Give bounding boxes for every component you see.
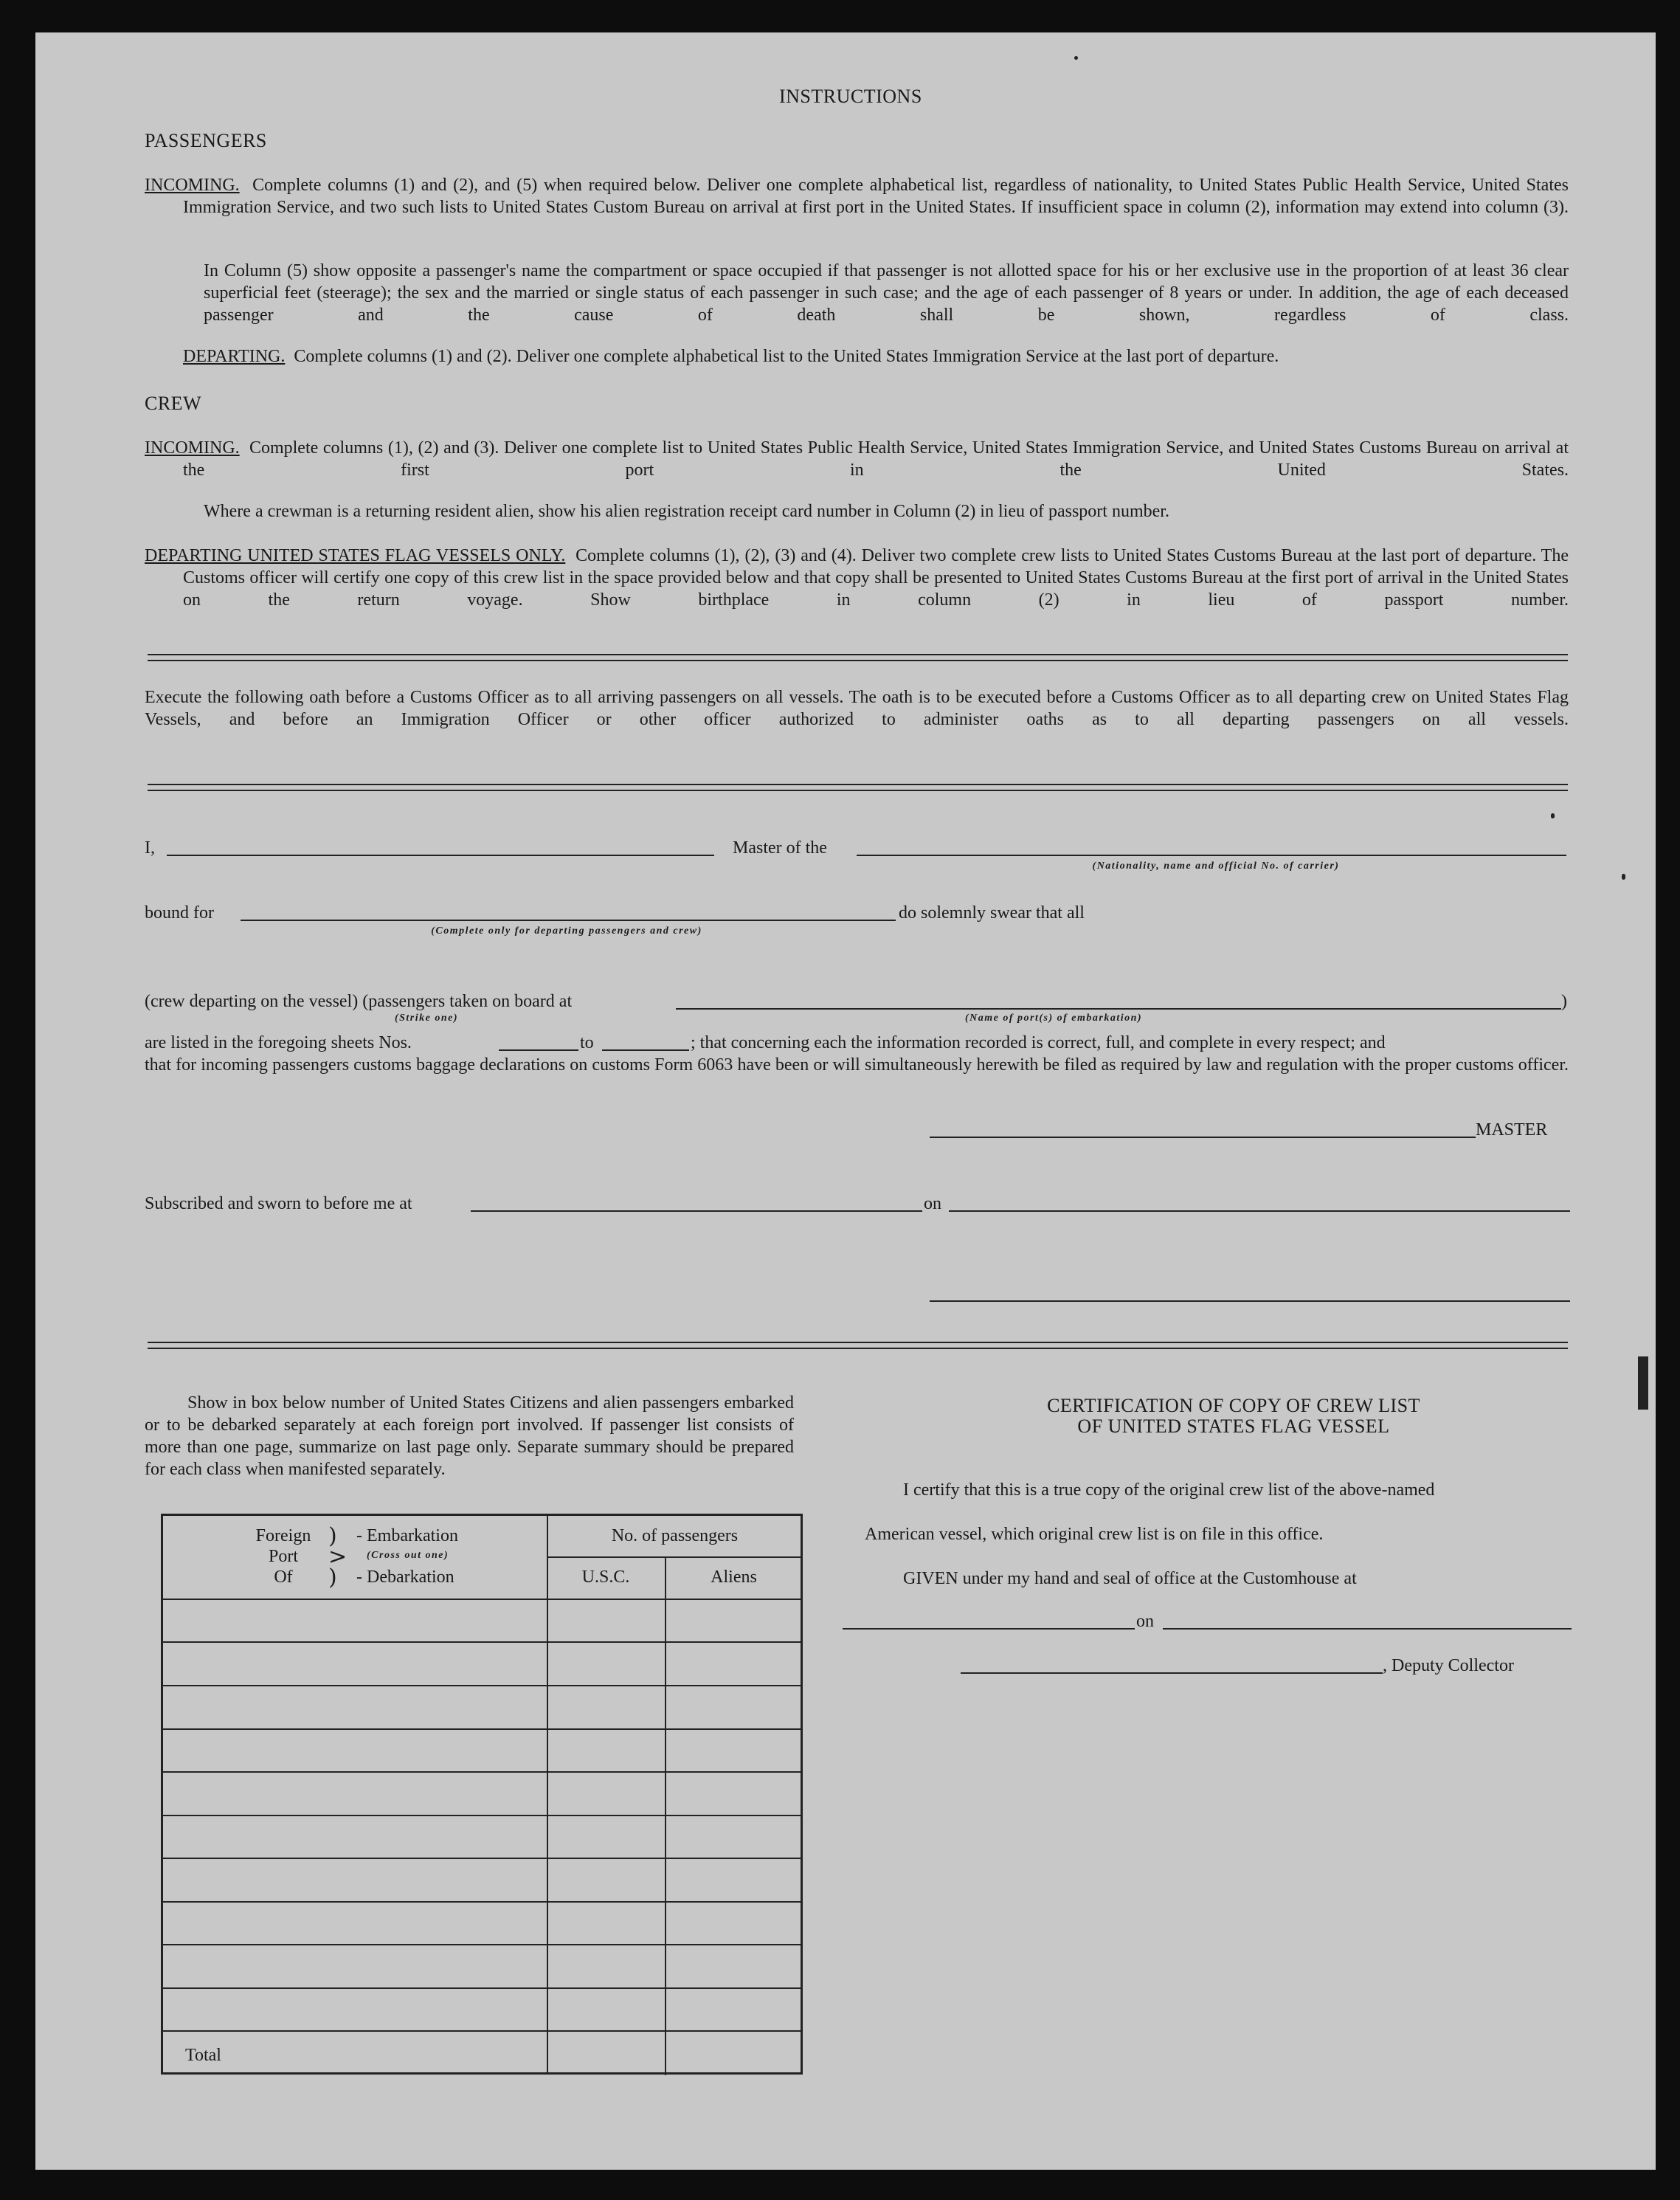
crew-departing-paragraph bbox=[145, 545, 1569, 633]
closing-paren: ) bbox=[1561, 992, 1567, 1011]
bound-for-label: bound for bbox=[145, 903, 214, 923]
sheet-to-field[interactable] bbox=[602, 1049, 689, 1051]
section-divider bbox=[148, 784, 1568, 791]
form-page bbox=[35, 32, 1656, 2170]
binder-mark bbox=[1638, 1356, 1648, 1410]
usc-header: U.S.C. bbox=[581, 1568, 630, 1587]
certification-title-line2: OF UNITED STATES FLAG VESSEL bbox=[1077, 1415, 1390, 1437]
subscribed-label: Subscribed and sworn to before me at bbox=[145, 1194, 412, 1213]
certification-title-line1: CERTIFICATION OF COPY OF CREW LIST bbox=[1047, 1395, 1420, 1416]
master-label: MASTER bbox=[1476, 1120, 1548, 1139]
port-label: Port bbox=[268, 1547, 298, 1566]
of-label: Of bbox=[274, 1568, 293, 1587]
complete-only-caption: (Complete only for departing passengers and crew) bbox=[431, 925, 702, 937]
brace-bottom-icon: ) bbox=[328, 1565, 337, 1590]
certification-on-label: on bbox=[1136, 1612, 1154, 1631]
summary-instructions bbox=[145, 1392, 794, 1480]
brace-mid-icon: > bbox=[328, 1544, 348, 1570]
passengers-departing-label: DEPARTING. bbox=[183, 347, 286, 366]
crew-incoming-label: INCOMING. bbox=[145, 438, 240, 458]
bound-for-field[interactable] bbox=[241, 920, 896, 921]
instructions-title: INSTRUCTIONS bbox=[779, 86, 922, 107]
aliens-header: Aliens bbox=[711, 1568, 757, 1587]
passengers-departing-paragraph bbox=[183, 345, 1569, 368]
i-label: I, bbox=[145, 838, 155, 858]
swear-label: do solemnly swear that all bbox=[899, 903, 1085, 923]
nationality-caption: (Nationality, name and official No. of carrier) bbox=[1092, 861, 1340, 872]
given-text: GIVEN under my hand and seal of office at the Customhouse at bbox=[903, 1569, 1357, 1588]
listed-suffix: ; that concerning each the information recorded is correct, full, and complete in every respect; and bbox=[691, 1033, 1386, 1052]
sworn-date-field[interactable] bbox=[949, 1210, 1570, 1212]
certify-text: I certify that this is a true copy of the original crew list of the above-named bbox=[903, 1480, 1435, 1500]
port-caption: (Name of port(s) of embarkation) bbox=[964, 1013, 1143, 1024]
embarkation-port-field[interactable] bbox=[676, 1008, 1561, 1010]
scan-speck bbox=[1622, 874, 1625, 880]
passenger-summary-table bbox=[161, 1514, 803, 2075]
crew-heading: CREW bbox=[145, 393, 202, 414]
crew-incoming-paragraph bbox=[145, 437, 1569, 503]
section-divider bbox=[148, 1342, 1568, 1349]
debarkation-label: - Debarkation bbox=[356, 1568, 454, 1587]
carrier-field[interactable] bbox=[857, 855, 1566, 856]
on-label: on bbox=[924, 1194, 941, 1213]
deputy-collector-label: , Deputy Collector bbox=[1383, 1656, 1514, 1675]
no-of-passengers-header: No. of passengers bbox=[611, 1526, 739, 1545]
listed-rest-paragraph: that for incoming passengers customs baggage declarations on customs Form 6063 have been or will simultaneously herewith be filed as required by law and regulation with the proper customs officer. bbox=[145, 1055, 1569, 1075]
passengers-incoming-text: Complete columns (1) and (2), and (5) when required below. Deliver one complete alphabetical list, regardless of nationality, to United States Public Health Service, United States Immigration Service, and two such lists to United States Custom Bureau on arrival at first port in the United States. If insufficient space in column (2), information may extend into column (3). bbox=[183, 176, 1569, 217]
cross-out-caption: (Cross out one) bbox=[367, 1550, 449, 1561]
passengers-column5-paragraph: In Column (5) show opposite a passenger's name the compartment or space occupied if that passenger is not allotted space for his or her exclusive use in the proportion of at least 36 clear superficial feet (steerage); the sex and the married or single status of each passenger in such case; and the age of each passenger of 8 years or under. In addition, the age of each deceased passenger and the cause of death shall be shown, regardless of class. bbox=[204, 261, 1569, 325]
passengers-heading: PASSENGERS bbox=[145, 130, 267, 151]
passengers-incoming-label: INCOMING. bbox=[145, 176, 240, 195]
passengers-departing-text: Complete columns (1) and (2). Deliver one complete alphabetical list to the United States Immigration Service at the last port of departure. bbox=[294, 347, 1279, 366]
oath-intro-paragraph: Execute the following oath before a Customs Officer as to all arriving passengers on all vessels. The oath is to be executed before a Customs Officer as to all departing crew on United States Flag Vessels, and before an Immigration Officer or other officer authorized to administer oaths as to all departing passengers on all vessels. bbox=[145, 688, 1569, 729]
sworn-place-field[interactable] bbox=[471, 1210, 922, 1212]
customhouse-field[interactable] bbox=[843, 1628, 1135, 1630]
crew-incoming-text: Complete columns (1), (2) and (3). Deliver one complete list to United States Public Health Service, United States Immigration Service, and United States Customs Bureau on arrival at the first port in the United States. bbox=[183, 438, 1569, 480]
embarkation-label: - Embarkation bbox=[356, 1526, 458, 1545]
foreign-label: Foreign bbox=[255, 1526, 311, 1545]
crew-departing-text: Complete columns (1), (2), (3) and (4). Deliver two complete crew lists to United States Customs Bureau at the last port of departure. The Customs officer will certify one copy of this crew list in the space provided below and that copy shall be presented to United States Customs Bureau at the first port of arrival in the United States on the return voyage. Show birthplace in column (2) in lieu of passport number. bbox=[183, 546, 1569, 610]
certification-date-field[interactable] bbox=[1163, 1628, 1572, 1630]
scan-speck bbox=[1074, 56, 1078, 60]
total-label: Total bbox=[185, 2046, 221, 2065]
strike-one-caption: (Strike one) bbox=[394, 1013, 459, 1024]
summary-instructions-text: Show in box below number of United States Citizens and alien passengers embarked or to be debarked separately at each foreign port involved. If passenger list consists of more than one page, summarize on last page only. Separate summary should be prepared for each class when manifested separately. bbox=[145, 1393, 794, 1479]
deputy-signature-field[interactable] bbox=[961, 1672, 1383, 1674]
master-signature-field[interactable] bbox=[930, 1137, 1476, 1138]
listed-prefix: are listed in the foregoing sheets Nos. bbox=[145, 1033, 412, 1052]
american-text: American vessel, which original crew list is on file in this office. bbox=[865, 1525, 1324, 1544]
brace-top-icon: ) bbox=[328, 1523, 337, 1549]
crew-departing-label: (crew departing on the vessel) (passengers taken on board at bbox=[145, 992, 573, 1011]
section-divider bbox=[148, 654, 1568, 661]
crew-resident-paragraph: Where a crewman is a returning resident alien, show his alien registration receipt card number in Column (2) in lieu of passport number. bbox=[204, 502, 1169, 521]
to-label: to bbox=[580, 1033, 594, 1052]
officer-signature-field[interactable] bbox=[930, 1300, 1570, 1302]
passengers-incoming-paragraph bbox=[145, 174, 1569, 241]
master-of-label: Master of the bbox=[733, 838, 827, 858]
name-field[interactable] bbox=[167, 855, 714, 856]
sheet-from-field[interactable] bbox=[499, 1049, 578, 1051]
scan-speck bbox=[1551, 813, 1555, 818]
crew-departing-label: DEPARTING UNITED STATES FLAG VESSELS ONLY. bbox=[145, 546, 566, 565]
